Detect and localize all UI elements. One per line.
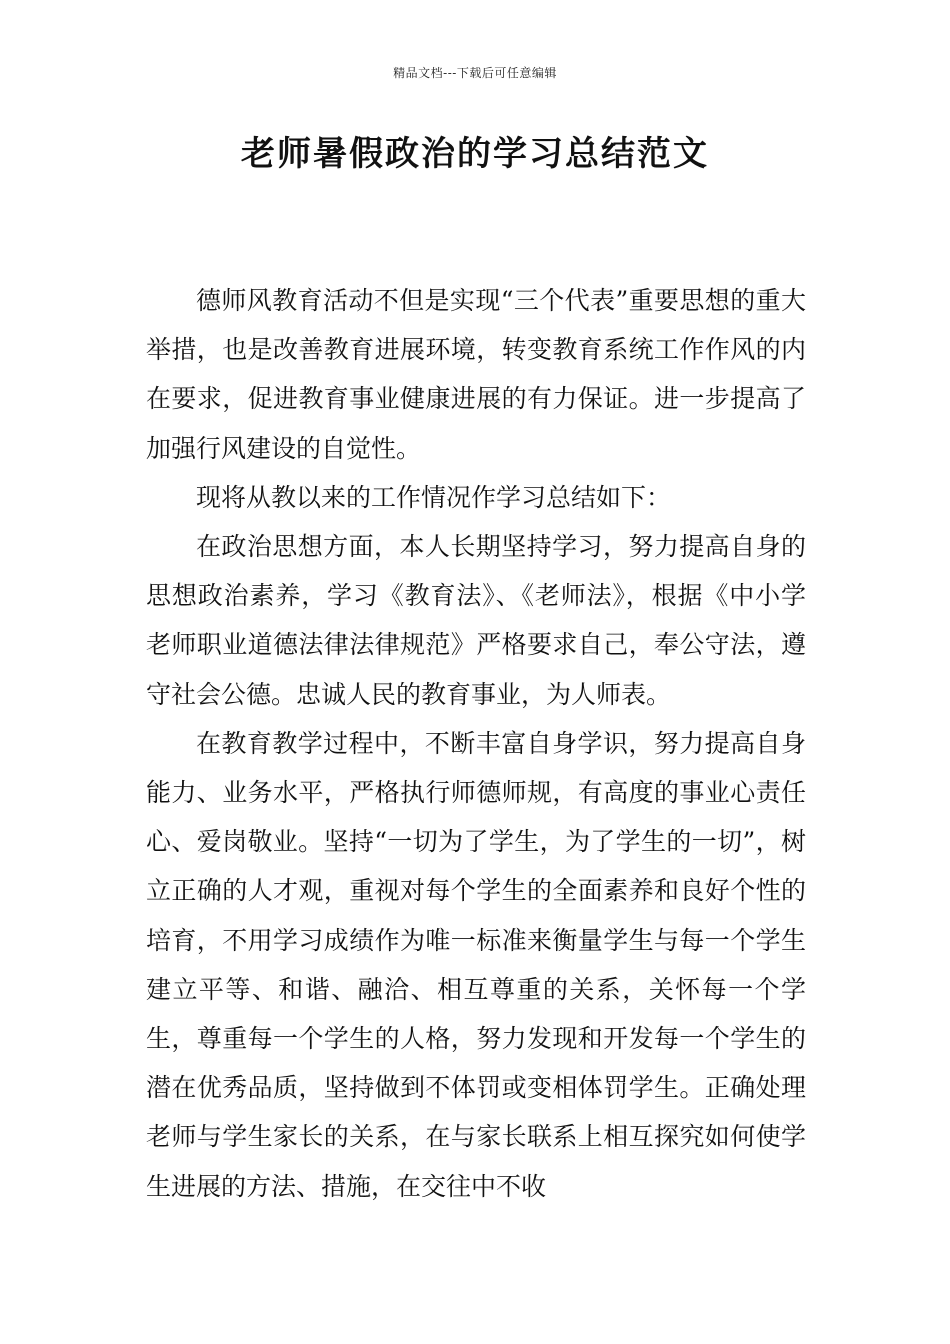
header-note: 精品文档---下载后可任意编辑 bbox=[393, 66, 557, 80]
paragraph: 在教育教学过程中，不断丰富自身学识，努力提高自身能力、业务水平，严格执行师德师规，有高度的事业心责任心、爱岗敬业。坚持“一切为了学生，为了学生的一切”，树立正确的人才观，重视对每个学生的全面素养和良好个性的培育，不用学习成绩作为唯一标准来衡量学生与每一个学生建立平等、和谐、融洽、相互尊重的关系，关怀每一个学生，尊重每一个学生的人格，努力发现和开发每一个学生的潜在优秀品质，坚持做到不体罚或变相体罚学生。正确处理老师与学生家长的关系，在与家长联系上相互探究如何使学生进展的方法、措施，在交往中不收 bbox=[146, 728, 806, 1201]
paragraph: 德师风教育活动不但是实现“三个代表”重要思想的重大举措，也是改善教育进展环境，转变教育系统工作作风的内在要求，促进教育事业健康进展的有力保证。进一步提高了加强行风建设的自觉性。 bbox=[146, 286, 806, 463]
document-body bbox=[146, 276, 806, 1211]
paragraph: 现将从教以来的工作情况作学习总结如下： bbox=[196, 482, 672, 512]
document-title: 老师暑假政治的学习总结范文 bbox=[241, 134, 709, 174]
paragraph: 在政治思想方面，本人长期坚持学习，努力提高自身的思想政治素养，学习《教育法》、《老师法》，根据《中小学老师职业道德法律法律规范》严格要求自己，奉公守法，遵守社会公德。忠诚人民的教育事业，为人师表。 bbox=[146, 532, 806, 709]
